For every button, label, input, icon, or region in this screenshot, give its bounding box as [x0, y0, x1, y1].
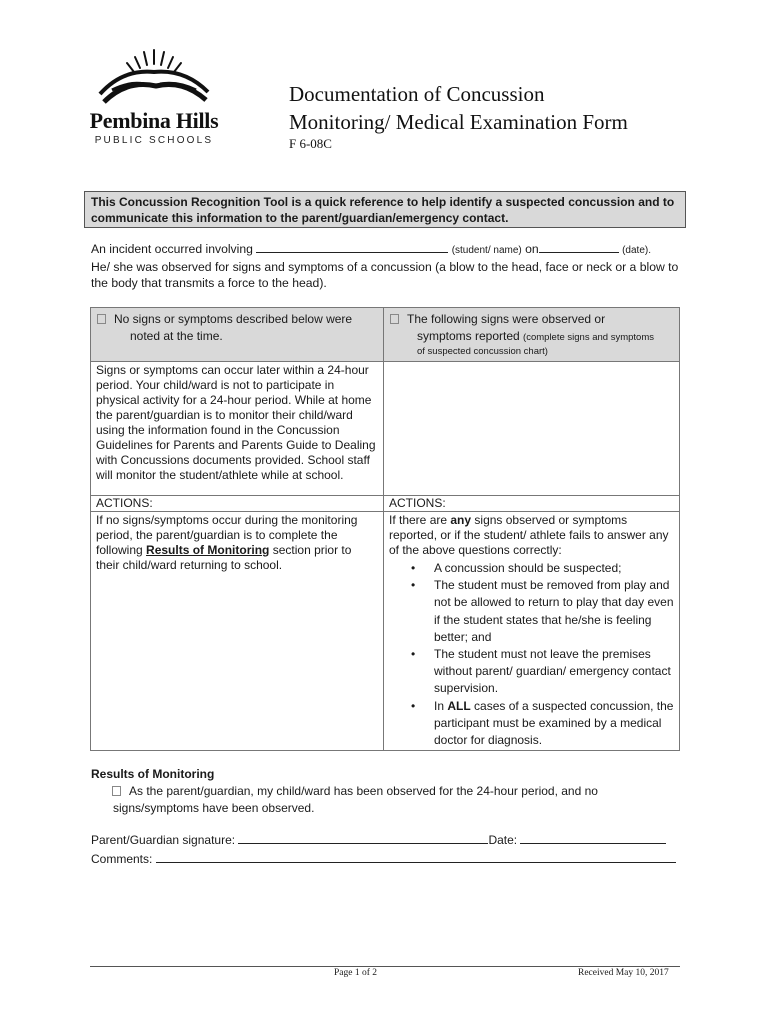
- symptoms-observed-checkbox[interactable]: [390, 314, 399, 324]
- signature-field[interactable]: [238, 833, 488, 844]
- no-symptoms-label-cont: noted at the time.: [130, 329, 223, 343]
- left-actions-heading: ACTIONS:: [91, 496, 384, 512]
- no-symptoms-observed-checkbox[interactable]: [112, 786, 121, 796]
- bullet4-post: cases of a suspected concussion, the participant must be examined by a medical doctor for diagnosis.: [434, 698, 674, 748]
- bullet4-all: ALL: [447, 698, 471, 713]
- symptoms-observed-label-cont: symptoms reported: [417, 329, 520, 343]
- symptoms-observed-option: [384, 308, 680, 362]
- signature-date-field[interactable]: [520, 833, 666, 844]
- right-actions-any: any: [450, 513, 472, 527]
- form-title-line-1: Documentation of Concussion: [289, 82, 545, 106]
- right-actions-text: [384, 512, 680, 751]
- results-text: As the parent/guardian, my child/ward has been observed for the 24-hour period, and no signs/symptoms have been observed.: [113, 784, 598, 815]
- footer-rule: [90, 966, 680, 967]
- signature-line: [91, 833, 666, 847]
- date-label: (date).: [622, 245, 651, 256]
- right-actions-heading: ACTIONS:: [384, 496, 680, 512]
- monitoring-info: Signs or symptoms can occur later within a 24-hour period. Your child/ward is not to participate in physical activity for a 24-hour period. While at home the parent/guardian is to monitor their child/ward using the information found in the Concussion Guidelines for Parents and Parents Guide to Dealing with Concussions documents provided. School staff will monitor the student/athlete while at school.: [91, 362, 384, 496]
- student-name-label: (student/ name): [451, 245, 522, 256]
- action-bullet: • The student must not leave the premises without parent/ guardian/ emergency contact supervision.: [389, 646, 674, 698]
- bullet4-pre: In: [434, 698, 445, 713]
- action-bullet: • A concussion should be suspected;: [389, 560, 674, 577]
- action-bullet: • The student must be removed from play and not be allowed to return to play that day even if the student states that he/she is feeling better; and: [389, 577, 674, 646]
- logo-name: Pembina Hills: [89, 108, 219, 133]
- incident-statement: [91, 241, 691, 291]
- sunrise-hills-icon: [94, 46, 214, 108]
- left-actions-post: section prior to their child/ward returning to school.: [96, 543, 352, 572]
- date-label-sig: Date:: [488, 833, 518, 847]
- empty-info-cell: [384, 362, 680, 496]
- incident-sentence: He/ she was observed for signs and symptoms of a concussion (a blow to the head, face or neck or a blow to the body that transmits a force to the head).: [91, 260, 679, 290]
- form-code: F 6-08C: [289, 136, 332, 151]
- right-actions-post: signs observed or symptoms reported, or if the student/ athlete fails to answer any of the above questions correctly:: [389, 513, 669, 557]
- action-bullet-list: [389, 560, 674, 749]
- no-symptoms-checkbox[interactable]: [97, 314, 106, 324]
- results-statement: [113, 783, 673, 817]
- student-name-field[interactable]: [256, 242, 448, 253]
- comments-field[interactable]: [156, 852, 676, 863]
- results-of-monitoring-link: Results of Monitoring: [146, 543, 270, 557]
- comments-label: Comments:: [91, 852, 153, 866]
- symptoms-chart-note-cont: of suspected concussion chart): [417, 346, 548, 357]
- form-title-line-2: Monitoring/ Medical Examination Form: [289, 110, 628, 134]
- page-number: Page 1 of 2: [334, 968, 378, 978]
- symptoms-chart-note: (complete signs and symptoms: [523, 332, 654, 343]
- no-symptoms-label: No signs or symptoms described below were: [114, 312, 353, 326]
- left-actions-text: [91, 512, 384, 751]
- right-actions-pre: If there are: [389, 513, 448, 527]
- comments-line: [91, 852, 676, 866]
- action-bullet: [389, 698, 674, 750]
- results-heading: Results of Monitoring: [91, 767, 215, 781]
- no-symptoms-option: [91, 308, 384, 362]
- symptoms-observed-label: The following signs were observed or: [407, 312, 606, 326]
- form-title: [289, 80, 628, 136]
- intro-banner: This Concussion Recognition Tool is a quick reference to help identify a suspected concussion and to communicate this information to the parent/guardian/emergency contact.: [84, 191, 686, 228]
- incident-date-field[interactable]: [539, 242, 619, 253]
- left-actions-pre: If no signs/symptoms occur during the monitoring period, the parent/guardian is to complete the following: [96, 513, 358, 557]
- incident-lead: An incident occurred involving: [91, 242, 253, 256]
- observation-table: [90, 307, 680, 751]
- received-date: Received May 10, 2017: [578, 968, 669, 978]
- on-word: on: [525, 242, 539, 256]
- signature-label: Parent/Guardian signature:: [91, 833, 236, 847]
- logo-subtitle: PUBLIC SCHOOLS: [94, 135, 214, 146]
- school-logo: [84, 46, 234, 154]
